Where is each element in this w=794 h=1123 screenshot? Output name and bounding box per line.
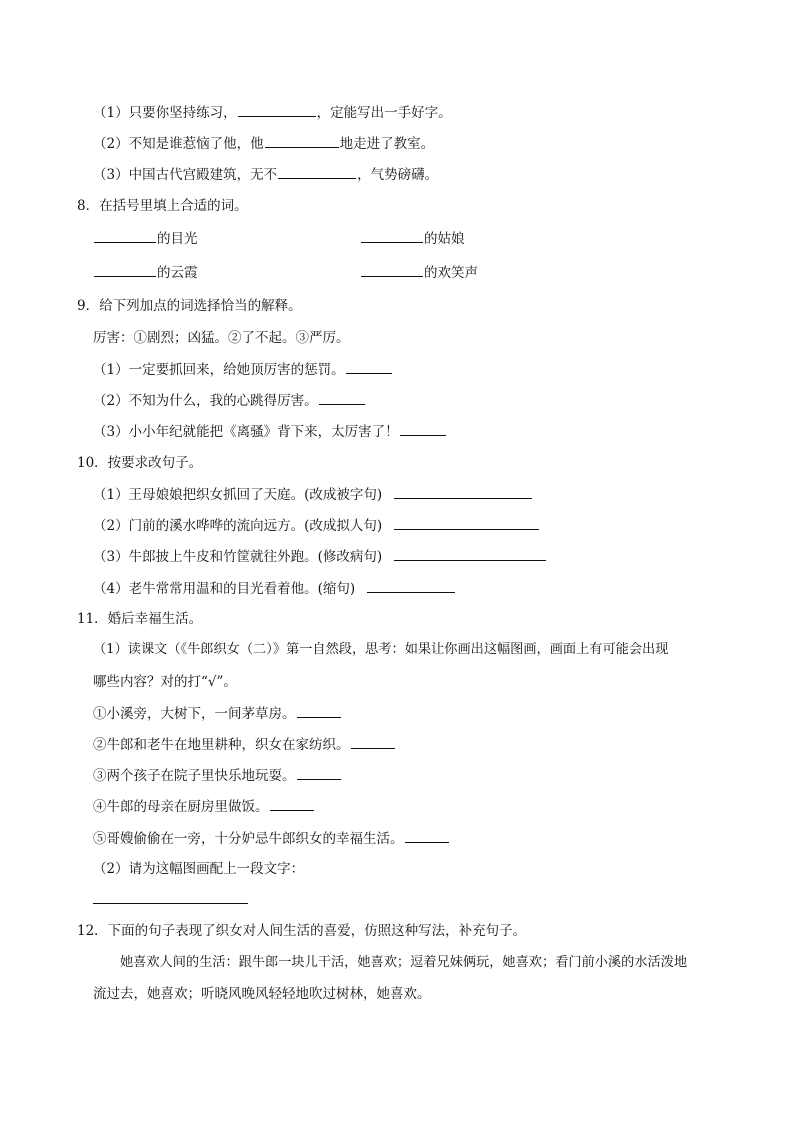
q11-part-2-answer-line[interactable] (93, 890, 248, 904)
q8-word-2-blank[interactable] (361, 229, 423, 243)
q11-option-5 (93, 829, 450, 848)
q9-item-3-blank[interactable] (400, 422, 446, 436)
q11-option-2 (93, 735, 396, 754)
q10-item-1-text: （1）王母娘娘把织女抓回了天庭。(改成被字句) (93, 487, 383, 503)
q8-word-2 (360, 229, 465, 248)
q8-word-1 (93, 229, 198, 248)
q9-item-2 (93, 391, 366, 410)
q10-item-4-blank[interactable] (367, 579, 455, 593)
q11-option-1-text: ①小溪旁，大树下，一间茅草房。 (93, 706, 296, 722)
q7-item-3-blank[interactable] (278, 165, 356, 179)
q9-item-1-blank[interactable] (346, 360, 392, 374)
q7-item-2-blank[interactable] (265, 134, 339, 148)
q10-item-2 (93, 516, 540, 535)
q10-item-2-blank[interactable] (394, 516, 539, 530)
q12-line-2: 流过去，她喜欢；听晓风晚风轻轻地吹过树林，她喜欢。 (93, 986, 431, 1002)
q8-word-3 (93, 263, 198, 282)
q7-item-2-text-a: （2）不知是谁惹恼了他，他 (93, 136, 264, 152)
q11-option-3 (93, 766, 342, 785)
q11-option-4-blank[interactable] (270, 797, 314, 811)
q8-word-3-blank[interactable] (94, 263, 156, 277)
q12-line-1: 她喜欢人间的生活：跟牛郎一块儿干活，她喜欢；逗着兄妹俩玩，她喜欢；看门前小溪的水活泼地 (120, 955, 688, 970)
q9-item-1 (93, 360, 393, 379)
q8-word-4-text: 的欢笑声 (424, 265, 478, 281)
q7-item-1-text-b: ，定能写出一手好字。 (316, 105, 452, 121)
q11-option-4-text: ④牛郎的母亲在厨房里做饭。 (93, 799, 269, 815)
q7-item-1-blank[interactable] (238, 103, 316, 117)
q7-item-2 (93, 134, 434, 153)
q7-item-3-text-b: ，气势磅礴。 (357, 167, 439, 183)
q11-option-5-blank[interactable] (405, 829, 449, 843)
q8-word-2-text: 的姑娘 (424, 231, 465, 247)
q8-title: 8．在括号里填上合适的词。 (77, 198, 248, 214)
q10-item-3 (93, 547, 547, 566)
q11-part-1-line-b: 哪些内容？对的打“√”。 (93, 674, 237, 690)
q11-option-1-blank[interactable] (297, 704, 341, 718)
q12-title: 12．下面的句子表现了织女对人间生活的喜爱，仿照这种写法，补充句子。 (77, 923, 527, 939)
q11-part-1-line-a: （1）读课文（《牛郎织女（二）》第一自然段，思考：如果让你画出这幅图画，画面上有可能会出现 (93, 642, 669, 657)
q9-item-3 (93, 422, 447, 441)
q7-item-3-text-a: （3）中国古代宫殿建筑，无不 (93, 167, 278, 183)
q10-item-1 (93, 485, 533, 504)
q10-item-2-text: （2）门前的溪水哗哗的流向远方。(改成拟人句) (93, 518, 383, 534)
q11-option-3-text: ③两个孩子在院子里快乐地玩耍。 (93, 768, 296, 784)
q11-option-5-text: ⑤哥嫂偷偷在一旁，十分妒忌牛郎织女的幸福生活。 (93, 831, 404, 847)
q10-item-3-text: （3）牛郎披上牛皮和竹筐就往外跑。(修改病句) (93, 549, 383, 565)
q11-title: 11．婚后幸福生活。 (77, 611, 203, 627)
q9-item-3-text: （3）小小年纪就能把《离骚》背下来，太厉害了！ (93, 424, 399, 440)
q10-item-1-blank[interactable] (394, 485, 532, 499)
q10-item-3-blank[interactable] (394, 547, 546, 561)
q8-word-3-text: 的云霞 (157, 265, 198, 281)
q9-definition: 厉害：①剧烈；凶猛。②了不起。③严厉。 (93, 330, 350, 346)
q11-option-2-text: ②牛郎和老牛在地里耕种，织女在家纺织。 (93, 737, 350, 753)
q11-option-3-blank[interactable] (297, 766, 341, 780)
q10-title: 10．按要求改句子。 (77, 455, 203, 471)
q8-word-4-blank[interactable] (361, 263, 423, 277)
q7-item-1 (93, 103, 452, 122)
q11-option-2-blank[interactable] (351, 735, 395, 749)
q9-item-2-text: （2）不知为什么，我的心跳得厉害。 (93, 393, 318, 409)
q8-word-4 (360, 263, 478, 282)
q10-item-4-text: （4）老牛常常用温和的目光看着他。(缩句) (93, 581, 356, 597)
q7-item-3 (93, 165, 438, 184)
q11-option-1 (93, 704, 342, 723)
q9-title: 9．给下列加点的词选择恰当的解释。 (77, 298, 302, 314)
q8-word-1-blank[interactable] (94, 229, 156, 243)
q9-item-1-text: （1）一定要抓回来，给她顶厉害的惩罚。 (93, 362, 345, 378)
q10-item-4 (93, 579, 456, 598)
q7-item-2-text-b: 地走进了教室。 (339, 136, 435, 152)
q9-item-2-blank[interactable] (319, 391, 365, 405)
q11-option-4 (93, 797, 315, 816)
q7-item-1-text-a: （1）只要你坚持练习， (93, 105, 237, 121)
q8-word-1-text: 的目光 (157, 231, 198, 247)
q11-part-2: （2）请为这幅图画配上一段文字： (93, 861, 305, 877)
